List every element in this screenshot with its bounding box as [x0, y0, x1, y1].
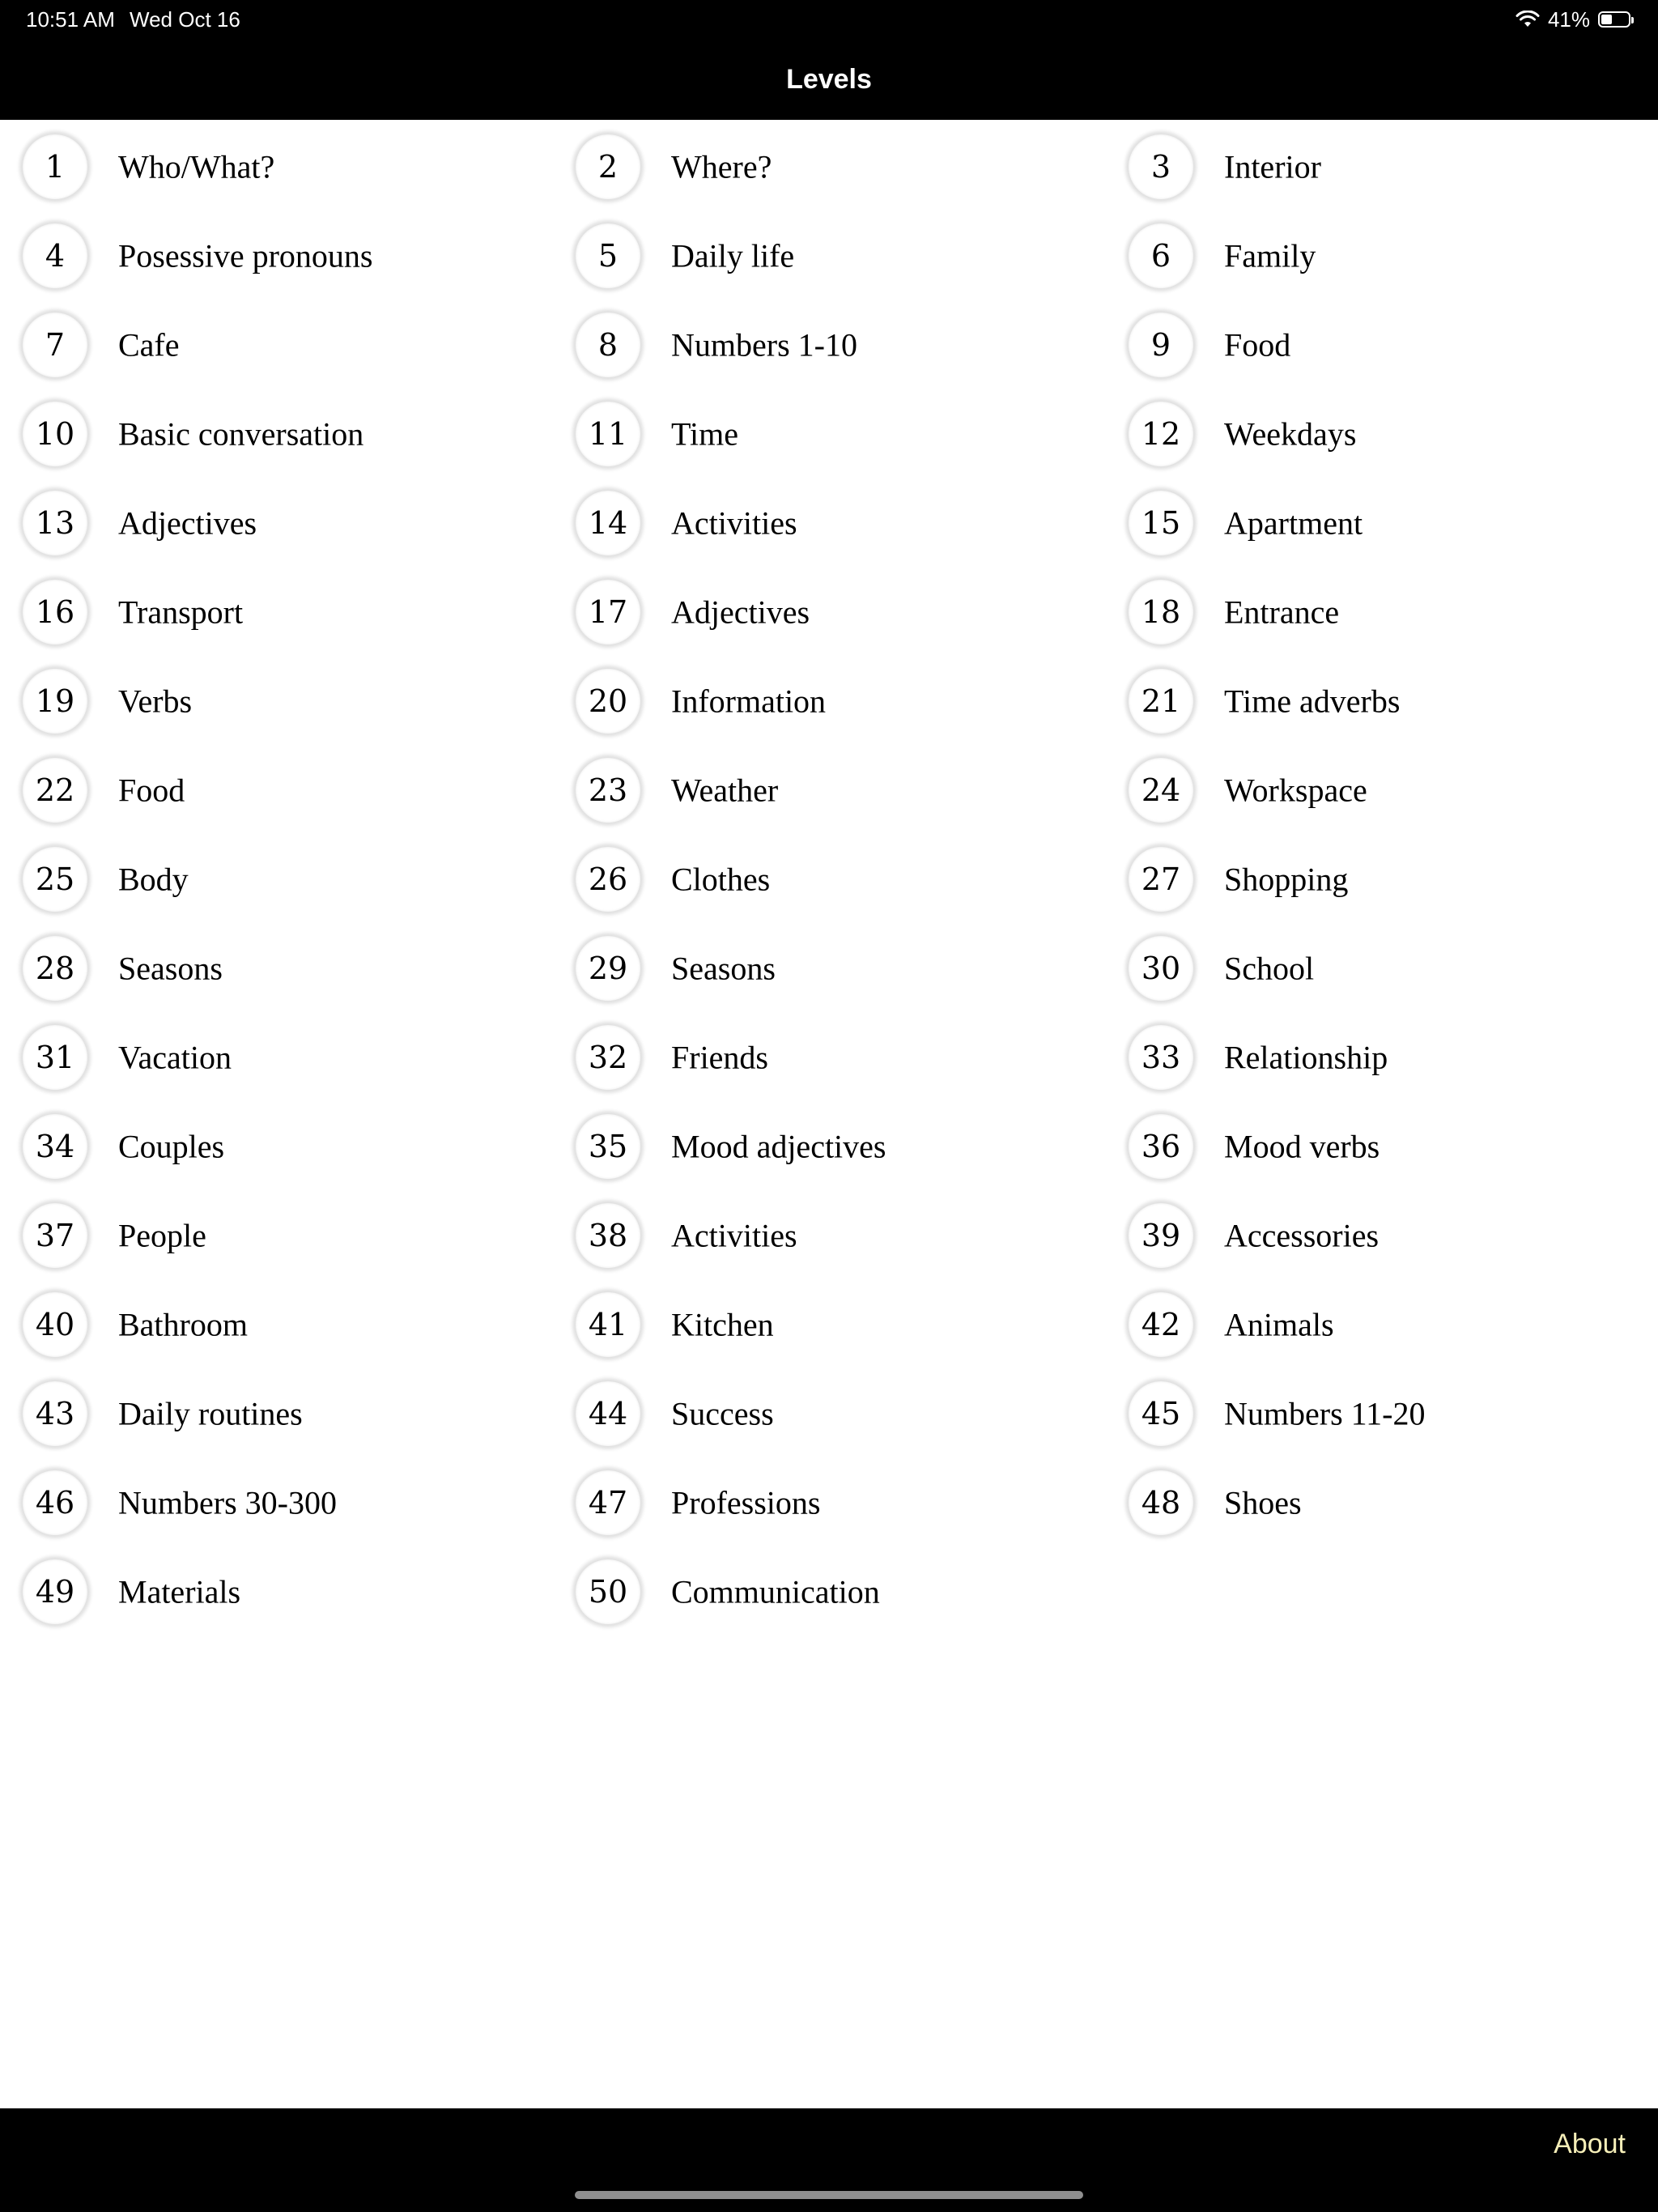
level-title: Materials [118, 1573, 241, 1610]
level-title: Posessive pronouns [118, 237, 373, 274]
level-title: Clothes [671, 861, 771, 898]
level-title: Interior [1224, 148, 1321, 185]
status-time: 10:51 AM [26, 7, 115, 32]
level-number-badge: 34 [23, 1114, 87, 1179]
level-title: Friends [671, 1039, 768, 1076]
level-item[interactable] [1106, 1193, 1658, 1283]
level-item[interactable] [1106, 1461, 1658, 1550]
level-item[interactable] [0, 303, 553, 392]
level-number-badge: 1 [23, 134, 87, 199]
level-number-badge: 42 [1129, 1292, 1193, 1357]
level-number-badge: 29 [576, 936, 640, 1001]
level-title: Professions [671, 1484, 821, 1521]
level-title: People [118, 1217, 206, 1254]
level-title: Body [118, 861, 189, 898]
level-item[interactable] [1106, 926, 1658, 1015]
level-number-badge: 9 [1129, 313, 1193, 377]
level-item[interactable] [1106, 837, 1658, 926]
level-title: Where? [671, 148, 772, 185]
level-item[interactable] [553, 570, 1106, 659]
level-item[interactable] [0, 1283, 553, 1372]
level-item[interactable] [0, 392, 553, 481]
status-date: Wed Oct 16 [130, 7, 240, 32]
level-title: Activities [671, 504, 797, 542]
level-number-badge: 45 [1129, 1381, 1193, 1446]
level-item[interactable] [0, 481, 553, 570]
level-title: Communication [671, 1573, 880, 1610]
level-number-badge: 20 [576, 669, 640, 734]
level-number-badge: 38 [576, 1203, 640, 1268]
level-number-badge: 43 [23, 1381, 87, 1446]
level-number-badge: 6 [1129, 223, 1193, 288]
level-item[interactable] [1106, 1283, 1658, 1372]
level-title: Cafe [118, 326, 180, 364]
level-number-badge: 47 [576, 1470, 640, 1535]
level-item[interactable] [1106, 1104, 1658, 1193]
level-title: Adjectives [671, 593, 810, 631]
level-item[interactable] [553, 214, 1106, 303]
level-title: Shoes [1224, 1484, 1302, 1521]
level-number-badge: 40 [23, 1292, 87, 1357]
level-title: Entrance [1224, 593, 1340, 631]
level-item[interactable] [1106, 125, 1658, 214]
battery-fill [1601, 15, 1612, 24]
level-number-badge: 7 [23, 313, 87, 377]
level-title: Information [671, 683, 827, 720]
level-item[interactable] [0, 1104, 553, 1193]
level-item[interactable] [553, 659, 1106, 748]
level-item[interactable] [0, 1193, 553, 1283]
level-title: Transport [118, 593, 244, 631]
about-button[interactable]: About [1554, 2129, 1626, 2159]
wifi-icon [1516, 11, 1540, 28]
level-number-badge: 21 [1129, 669, 1193, 734]
level-item[interactable] [1106, 1372, 1658, 1461]
level-title: Seasons [118, 950, 223, 987]
level-item[interactable] [553, 303, 1106, 392]
level-item[interactable] [1106, 570, 1658, 659]
level-title: Family [1224, 237, 1316, 274]
level-number-badge: 22 [23, 758, 87, 823]
level-number-badge: 32 [576, 1025, 640, 1090]
level-title: Success [671, 1395, 774, 1432]
level-number-badge: 48 [1129, 1470, 1193, 1535]
top-bar [0, 0, 1658, 120]
level-title: Food [1224, 326, 1291, 364]
battery-nub [1631, 17, 1634, 23]
battery-percentage: 41% [1547, 6, 1590, 32]
status-indicators [1516, 6, 1630, 32]
level-number-badge: 26 [576, 847, 640, 912]
level-item[interactable] [0, 1461, 553, 1550]
level-number-badge: 13 [23, 491, 87, 555]
level-item[interactable] [553, 392, 1106, 481]
level-number-badge: 11 [576, 402, 640, 466]
level-number-badge: 49 [23, 1559, 87, 1624]
level-title: Adjectives [118, 504, 257, 542]
level-item[interactable] [0, 659, 553, 748]
level-title: Accessories [1224, 1217, 1380, 1254]
level-title: Kitchen [671, 1306, 774, 1343]
level-number-badge: 16 [23, 580, 87, 644]
level-number-badge: 35 [576, 1114, 640, 1179]
level-item[interactable] [0, 1015, 553, 1104]
level-number-badge: 31 [23, 1025, 87, 1090]
level-item[interactable] [1106, 303, 1658, 392]
level-title: Workspace [1224, 772, 1367, 809]
level-title: Time [671, 415, 739, 453]
level-item[interactable] [0, 837, 553, 926]
level-title: Weather [671, 772, 779, 809]
level-number-badge: 46 [23, 1470, 87, 1535]
level-number-badge: 33 [1129, 1025, 1193, 1090]
level-item[interactable] [0, 1372, 553, 1461]
level-item[interactable] [553, 748, 1106, 837]
level-item[interactable] [1106, 392, 1658, 481]
level-number-badge: 8 [576, 313, 640, 377]
levels-grid [0, 125, 1658, 1639]
level-item[interactable] [1106, 481, 1658, 570]
level-item[interactable] [553, 1372, 1106, 1461]
level-number-badge: 17 [576, 580, 640, 644]
level-title: Vacation [118, 1039, 232, 1076]
level-number-badge: 41 [576, 1292, 640, 1357]
level-number-badge: 39 [1129, 1203, 1193, 1268]
level-number-badge: 14 [576, 491, 640, 555]
level-number-badge: 50 [576, 1559, 640, 1624]
home-indicator[interactable] [575, 2191, 1083, 2199]
level-item[interactable] [1106, 748, 1658, 837]
level-number-badge: 23 [576, 758, 640, 823]
level-number-badge: 15 [1129, 491, 1193, 555]
level-number-badge: 19 [23, 669, 87, 734]
level-item[interactable] [553, 481, 1106, 570]
level-title: Mood adjectives [671, 1128, 886, 1165]
level-number-badge: 4 [23, 223, 87, 288]
level-item[interactable] [553, 1550, 1106, 1639]
level-item[interactable] [553, 837, 1106, 926]
level-item[interactable] [553, 1015, 1106, 1104]
level-title: Food [118, 772, 185, 809]
level-number-badge: 10 [23, 402, 87, 466]
level-item[interactable] [0, 1550, 553, 1639]
level-number-badge: 30 [1129, 936, 1193, 1001]
level-item[interactable] [553, 1193, 1106, 1283]
level-title: Relationship [1224, 1039, 1388, 1076]
level-title: Who/What? [118, 148, 275, 185]
level-number-badge: 25 [23, 847, 87, 912]
level-number-badge: 18 [1129, 580, 1193, 644]
level-title: Daily routines [118, 1395, 303, 1432]
level-item[interactable] [0, 125, 553, 214]
level-number-badge: 37 [23, 1203, 87, 1268]
level-item[interactable] [1106, 214, 1658, 303]
level-title: Numbers 30-300 [118, 1484, 337, 1521]
level-title: Basic conversation [118, 415, 364, 453]
level-title: Animals [1224, 1306, 1334, 1343]
level-number-badge: 24 [1129, 758, 1193, 823]
level-item[interactable] [553, 1104, 1106, 1193]
level-title: Shopping [1224, 861, 1349, 898]
level-number-badge: 27 [1129, 847, 1193, 912]
level-title: Activities [671, 1217, 797, 1254]
level-item[interactable] [0, 570, 553, 659]
level-number-badge: 12 [1129, 402, 1193, 466]
level-number-badge: 2 [576, 134, 640, 199]
level-item[interactable] [553, 1461, 1106, 1550]
level-title: Numbers 1-10 [671, 326, 857, 364]
level-title: Apartment [1224, 504, 1363, 542]
level-item[interactable] [553, 125, 1106, 214]
level-item[interactable] [1106, 659, 1658, 748]
level-item[interactable] [553, 926, 1106, 1015]
bottom-bar [0, 2108, 1658, 2212]
level-number-badge: 36 [1129, 1114, 1193, 1179]
level-title: Numbers 11-20 [1224, 1395, 1426, 1432]
level-title: Weekdays [1224, 415, 1357, 453]
level-number-badge: 28 [23, 936, 87, 1001]
battery-icon [1598, 11, 1630, 28]
level-item[interactable] [0, 748, 553, 837]
level-title: Time adverbs [1224, 683, 1401, 720]
page-title: Levels [786, 64, 872, 95]
level-title: Seasons [671, 950, 776, 987]
level-item[interactable] [0, 214, 553, 303]
level-title: School [1224, 950, 1315, 987]
level-item[interactable] [1106, 1015, 1658, 1104]
level-item[interactable] [0, 926, 553, 1015]
level-item[interactable] [553, 1283, 1106, 1372]
level-title: Mood verbs [1224, 1128, 1380, 1165]
level-number-badge: 3 [1129, 134, 1193, 199]
level-number-badge: 5 [576, 223, 640, 288]
level-title: Verbs [118, 683, 193, 720]
level-title: Daily life [671, 237, 795, 274]
level-number-badge: 44 [576, 1381, 640, 1446]
level-title: Bathroom [118, 1306, 248, 1343]
level-title: Couples [118, 1128, 225, 1165]
